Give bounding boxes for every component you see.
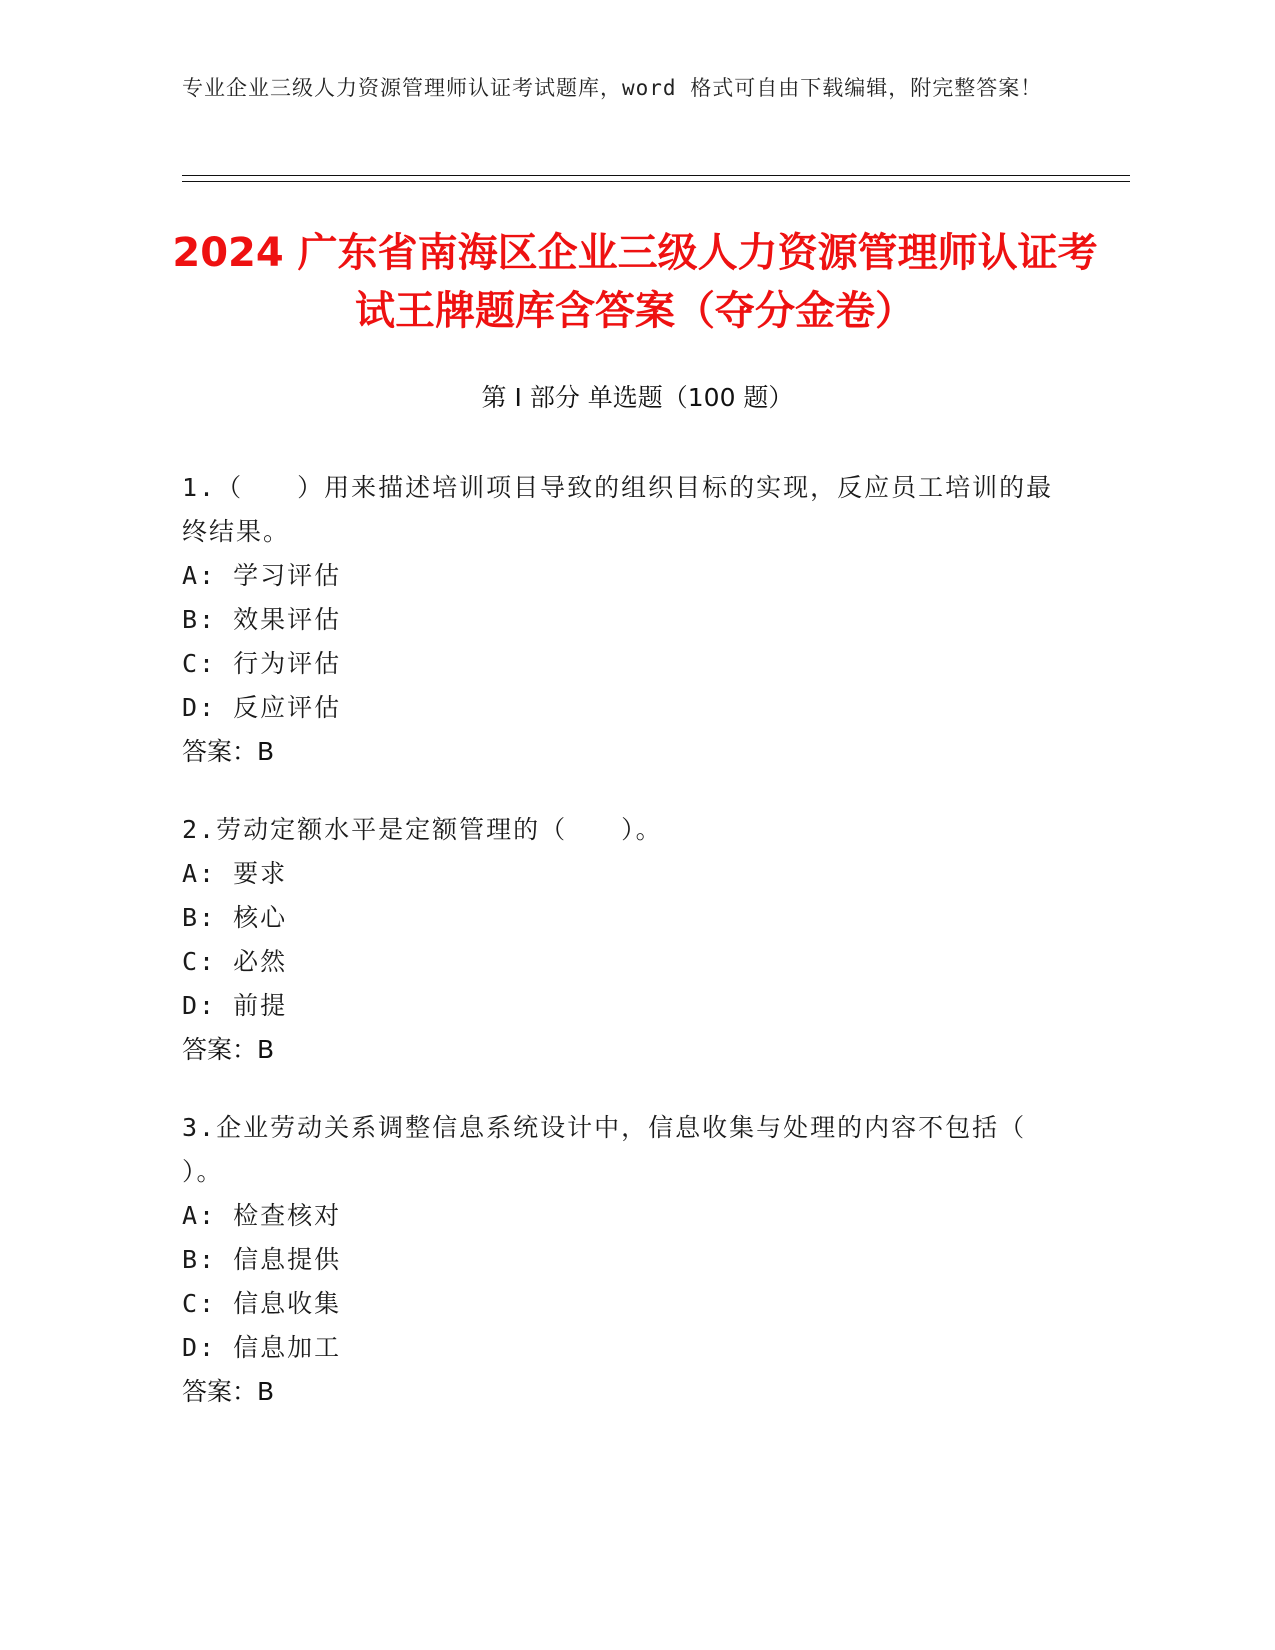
option-letter: B: <box>182 605 217 634</box>
header-divider-top <box>182 175 1130 176</box>
option-letter: A: <box>182 859 217 888</box>
option-a <box>182 554 1062 598</box>
option-letter: D: <box>182 991 217 1020</box>
option-text: 信息提供 <box>233 1245 342 1274</box>
option-a <box>182 1194 1062 1238</box>
document-title: 2024 广东省南海区企业三级人力资源管理师认证考试王牌题库含答案（夺分金卷） <box>172 230 1098 334</box>
option-letter: C: <box>182 947 217 976</box>
option-text: 必然 <box>233 947 288 976</box>
question-list <box>182 466 1062 1448</box>
option-text: 要求 <box>233 859 288 888</box>
option-c <box>182 940 1062 984</box>
option-text: 前提 <box>233 991 288 1020</box>
header-note: 专业企业三级人力资源管理师认证考试题库，word 格式可自由下载编辑，附完整答案！ <box>182 76 1043 100</box>
question-3 <box>182 1106 1062 1414</box>
option-letter: B: <box>182 1245 217 1274</box>
option-text: 学习评估 <box>233 561 342 590</box>
option-text: 行为评估 <box>233 649 342 678</box>
option-text: 信息加工 <box>233 1333 342 1362</box>
option-c <box>182 1282 1062 1326</box>
option-text: 信息收集 <box>233 1289 342 1318</box>
header-divider-bottom <box>182 181 1130 182</box>
option-d <box>182 1326 1062 1370</box>
section-title: 第 I 部分 单选题（100 题） <box>481 383 794 412</box>
option-b <box>182 1238 1062 1282</box>
option-text: 核心 <box>233 903 288 932</box>
answer-line: 答案：B <box>182 1035 275 1064</box>
option-b <box>182 896 1062 940</box>
option-text: 检查核对 <box>233 1201 342 1230</box>
question-stem: 3.企业劳动关系调整信息系统设计中，信息收集与处理的内容不包括（ ）。 <box>182 1113 1027 1186</box>
option-letter: D: <box>182 1333 217 1362</box>
question-stem: 1.（ ）用来描述培训项目导致的组织目标的实现，反应员工培训的最终结果。 <box>182 473 1054 546</box>
option-text: 效果评估 <box>233 605 342 634</box>
option-letter: C: <box>182 649 217 678</box>
option-b <box>182 598 1062 642</box>
answer-line: 答案：B <box>182 1377 275 1406</box>
question-2 <box>182 808 1062 1072</box>
option-letter: D: <box>182 693 217 722</box>
option-d <box>182 686 1062 730</box>
option-a <box>182 852 1062 896</box>
option-d <box>182 984 1062 1028</box>
option-letter: C: <box>182 1289 217 1318</box>
option-letter: A: <box>182 1201 217 1230</box>
option-c <box>182 642 1062 686</box>
answer-line: 答案：B <box>182 737 275 766</box>
question-stem: 2.劳动定额水平是定额管理的（ ）。 <box>182 815 663 844</box>
option-letter: B: <box>182 903 217 932</box>
option-text: 反应评估 <box>233 693 342 722</box>
question-1 <box>182 466 1062 774</box>
option-letter: A: <box>182 561 217 590</box>
